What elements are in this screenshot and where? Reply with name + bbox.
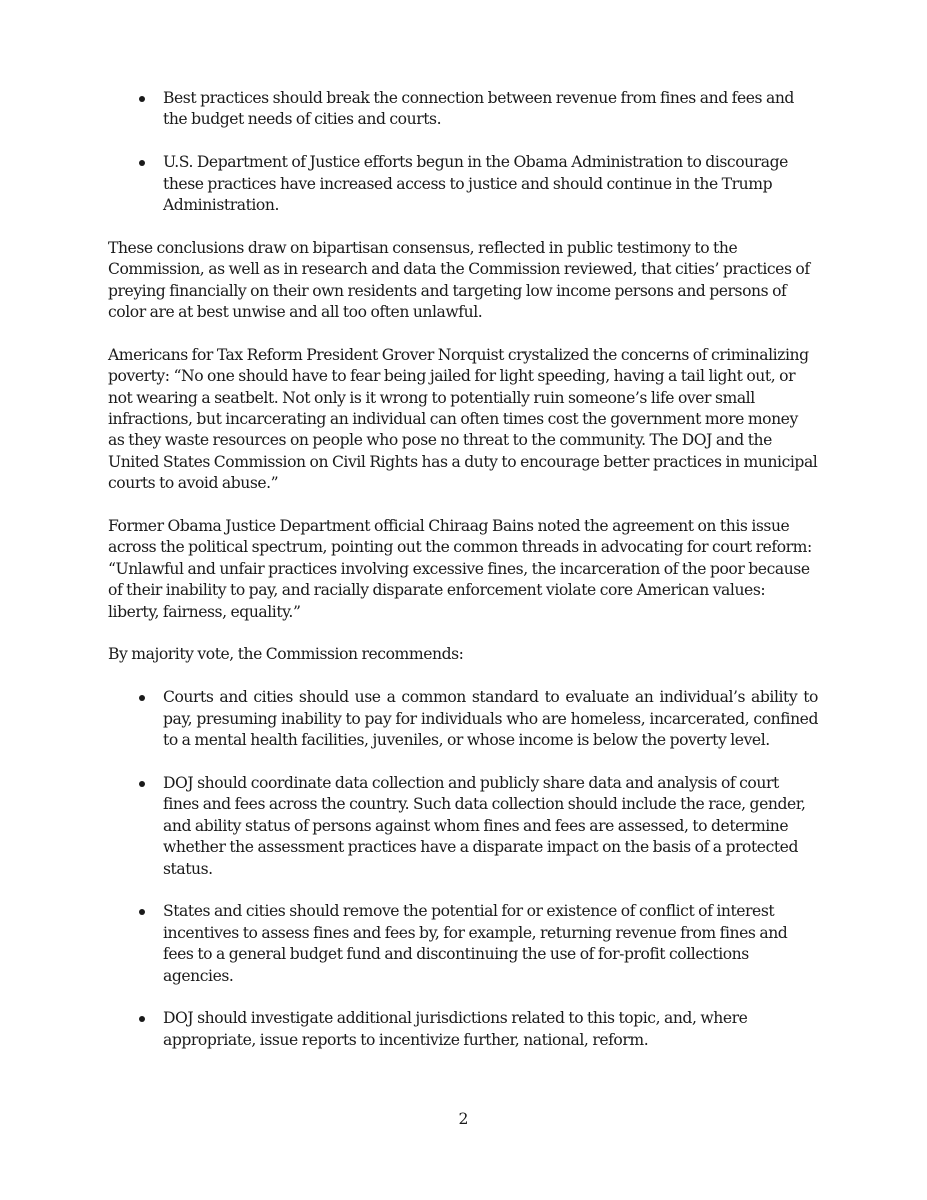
- bullet-item: [108, 88, 818, 131]
- recommendation-text: DOJ should investigate additional jurisdictions related to this topic, and, where appropriate, issue reports to incentivize further, national, reform.: [163, 1009, 748, 1049]
- page-number: 2: [458, 1110, 469, 1128]
- bullet-item: [108, 152, 818, 216]
- paragraph-recommendations-intro: By majority vote, the Commission recommends:: [108, 645, 464, 664]
- bullet-icon: [139, 96, 145, 102]
- recommendation-text: Courts and cities should use a common standard to evaluate an individual’s ability to pay, presuming inability to pay for individuals who are homeless, incarcerated, confined to a mental health facilities, juveniles, or whose income is below the poverty level.: [163, 688, 818, 750]
- recommendation-item: [108, 901, 818, 987]
- paragraph-bipartisan-consensus: These conclusions draw on bipartisan consensus, reflected in public testimony to the Commission, as well as in research and data the Commission reviewed, that cities’ practices of preying financially on their own residents and targeting low income persons and persons of color are at best unwise and all too often unlawful.: [108, 238, 810, 322]
- recommendation-item: [108, 773, 818, 880]
- recommendation-item: [108, 1008, 818, 1051]
- bullet-icon: [139, 695, 145, 701]
- paragraph-norquist-quote: Americans for Tax Reform President Grover Norquist crystalized the concerns of criminalizing poverty: “No one should have to fear being jailed for light speeding, having a tail light out, or not wearing a seatbelt. Not only is it wrong to potentially ruin someone’s life over small infractions, but incarcerating an individual can often times cost the government more money as they waste resources on people who pose no threat to the community. The DOJ and the United States Commission on Civil Rights has a duty to encourage better practices in municipal courts to avoid abuse.”: [108, 345, 818, 493]
- bullet-icon: [139, 909, 145, 915]
- paragraph-bains-quote: Former Obama Justice Department official Chiraag Bains noted the agreement on this issue across the political spectrum, pointing out the common threads in advocating for court reform: “Unlawful and unfair practices involving excessive fines, the incarceration of the poor because of their inability to pay, and racially disparate enforcement violate core American values: liberty, fairness, equality.”: [108, 517, 812, 621]
- recommendation-text: States and cities should remove the potential for or existence of conflict of interest incentives to assess fines and fees by, for example, returning revenue from fines and fees to a general budget fund and discontinuing the use of for-profit collections agencies.: [163, 902, 788, 985]
- recommendation-text: DOJ should coordinate data collection and publicly share data and analysis of court fines and fees across the country. Such data collection should include the race, gender, and ability status of persons against whom fines and fees are assessed, to determine whether the assessment practices have a disparate impact on the basis of a protected status.: [163, 773, 806, 878]
- recommendations-bullet-list: [108, 687, 818, 1051]
- bullet-icon: [139, 160, 145, 166]
- bullet-text: U.S. Department of Justice efforts begun in the Obama Administration to discourage these practices have increased access to justice and should continue in the Trump Administration.: [163, 153, 788, 215]
- bullet-icon: [139, 781, 145, 787]
- bullet-icon: [139, 1016, 145, 1022]
- conclusions-bullet-list: [108, 88, 818, 216]
- document-page: [108, 88, 818, 1073]
- recommendation-item: [108, 687, 818, 751]
- bullet-text: Best practices should break the connection between revenue from fines and fees and the budget needs of cities and courts.: [163, 89, 794, 129]
